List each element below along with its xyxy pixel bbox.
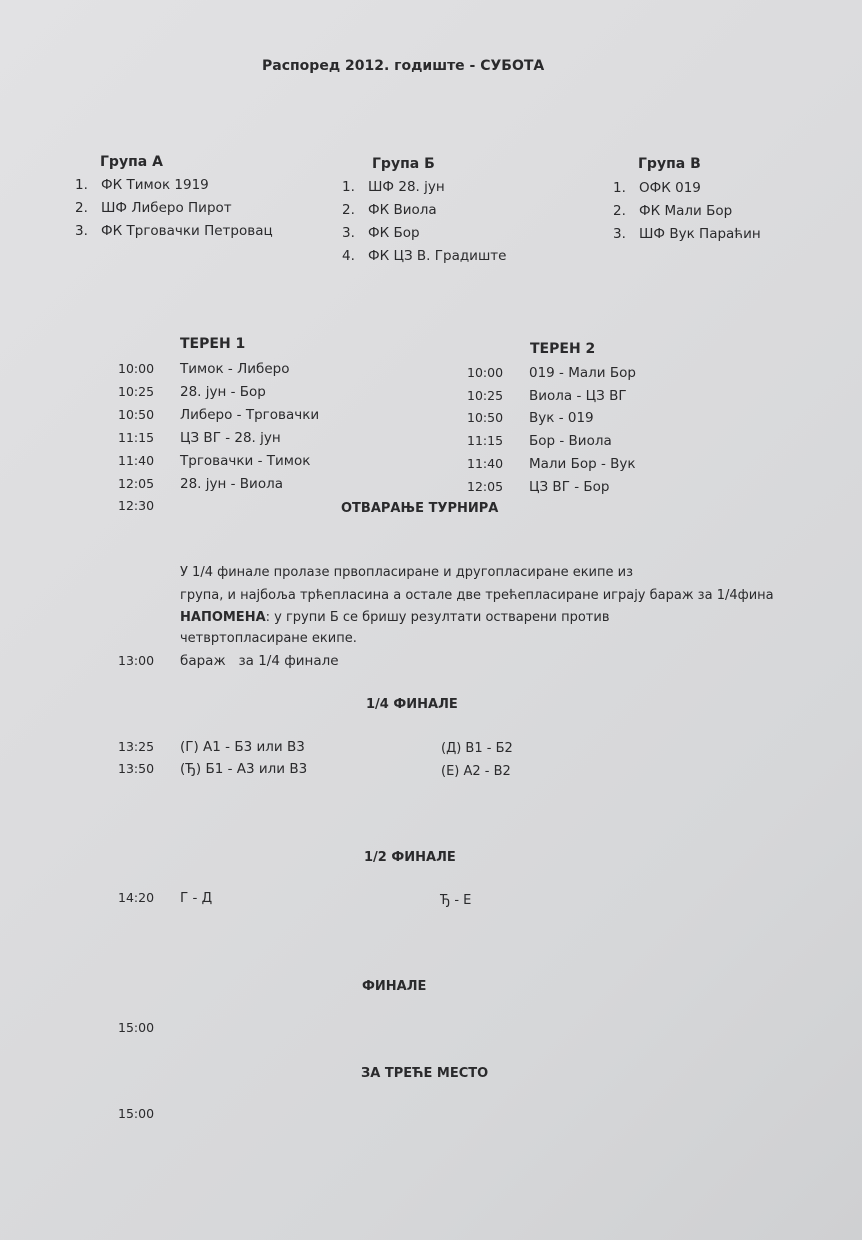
group-v-team: 3. ШФ Вук Параћин <box>613 226 761 242</box>
group-a-team: 3. ФК Трговачки Петровац <box>75 223 273 239</box>
page-title: Распоред 2012. годиште - СУБОТА <box>262 58 545 74</box>
quarterfinal-title: 1/4 ФИНАЛЕ <box>366 697 458 712</box>
group-a-team: 2. ШФ Либеро Пирот <box>75 200 232 216</box>
quarterfinal-row: 13:25 (Г) А1 - Б3 или В3 <box>118 739 305 755</box>
group-v-team: 2. ФК Мали Бор <box>613 203 733 219</box>
field1-match-row: 11:40 Трговачки - Тимок <box>118 453 311 469</box>
rules-line-2: група, и најбоља трћепласина а остале две трећепласиране играју бараж за 1/4фина <box>180 588 774 603</box>
group-v-title: Група В <box>638 156 701 172</box>
field2-title: ТЕРЕН 2 <box>530 341 596 357</box>
field2-match-row: 11:40 Мали Бор - Вук <box>467 456 636 472</box>
note-label: НАПОМЕНА <box>180 610 266 625</box>
third-place-title: ЗА ТРЕЋЕ МЕСТО <box>361 1066 489 1081</box>
semifinal-match-right: Ђ - Е <box>440 893 472 908</box>
group-b-team: 2. ФК Виола <box>342 202 437 218</box>
group-b-team: 4. ФК ЦЗ В. Градиште <box>342 248 507 264</box>
group-b-team: 1. ШФ 28. јун <box>342 179 445 195</box>
group-v-team: 1. ОФК 019 <box>613 180 701 196</box>
third-place-time: 15:00 <box>118 1106 155 1121</box>
rules-line-4: четвртопласиране екипе. <box>180 631 357 646</box>
group-b-team: 3. ФК Бор <box>342 225 420 241</box>
field2-match-row: 10:00 019 - Мали Бор <box>467 365 636 381</box>
field2-match-row: 10:25 Виола - ЦЗ ВГ <box>467 388 627 404</box>
opening-time: 12:30 <box>118 498 155 513</box>
field1-match-row: 10:25 28. јун - Бор <box>118 384 266 400</box>
rules-note <box>180 610 609 625</box>
field1-match-row: 10:00 Тимок - Либеро <box>118 361 290 377</box>
opening-label: ОТВАРАЊЕ ТУРНИРА <box>341 501 499 516</box>
quarterfinal-row: 13:50 (Ђ) Б1 - А3 или В3 <box>118 761 308 777</box>
rules-line-1: У 1/4 финале пролазе првопласиране и другопласиране екипе из <box>180 565 633 580</box>
final-time: 15:00 <box>118 1020 155 1035</box>
field1-title: ТЕРЕН 1 <box>180 336 246 352</box>
group-a-title: Група А <box>100 154 163 170</box>
field2-match-row: 11:15 Бор - Виола <box>467 433 612 449</box>
group-b-title: Група Б <box>372 156 435 172</box>
semifinal-row: 14:20 Г - Д <box>118 890 213 906</box>
quarterfinal-match-right: (Д) В1 - Б2 <box>441 741 513 756</box>
field1-match-row: 10:50 Либеро - Трговачки <box>118 407 320 423</box>
playoff-row: 13:00 бараж за 1/4 финале <box>118 653 339 669</box>
field1-match-row: 11:15 ЦЗ ВГ - 28. јун <box>118 430 281 446</box>
field1-match-row: 12:05 28. јун - Виола <box>118 476 283 492</box>
group-a-team: 1. ФК Тимок 1919 <box>75 177 209 193</box>
field2-match-row: 10:50 Вук - 019 <box>467 410 594 426</box>
semifinal-title: 1/2 ФИНАЛЕ <box>364 850 456 865</box>
field2-match-row: 12:05 ЦЗ ВГ - Бор <box>467 479 610 495</box>
quarterfinal-match-right: (Е) А2 - В2 <box>441 764 511 779</box>
final-title: ФИНАЛЕ <box>362 979 427 994</box>
note-text: : у групи Б се бришу резултати остварени против <box>265 610 610 625</box>
